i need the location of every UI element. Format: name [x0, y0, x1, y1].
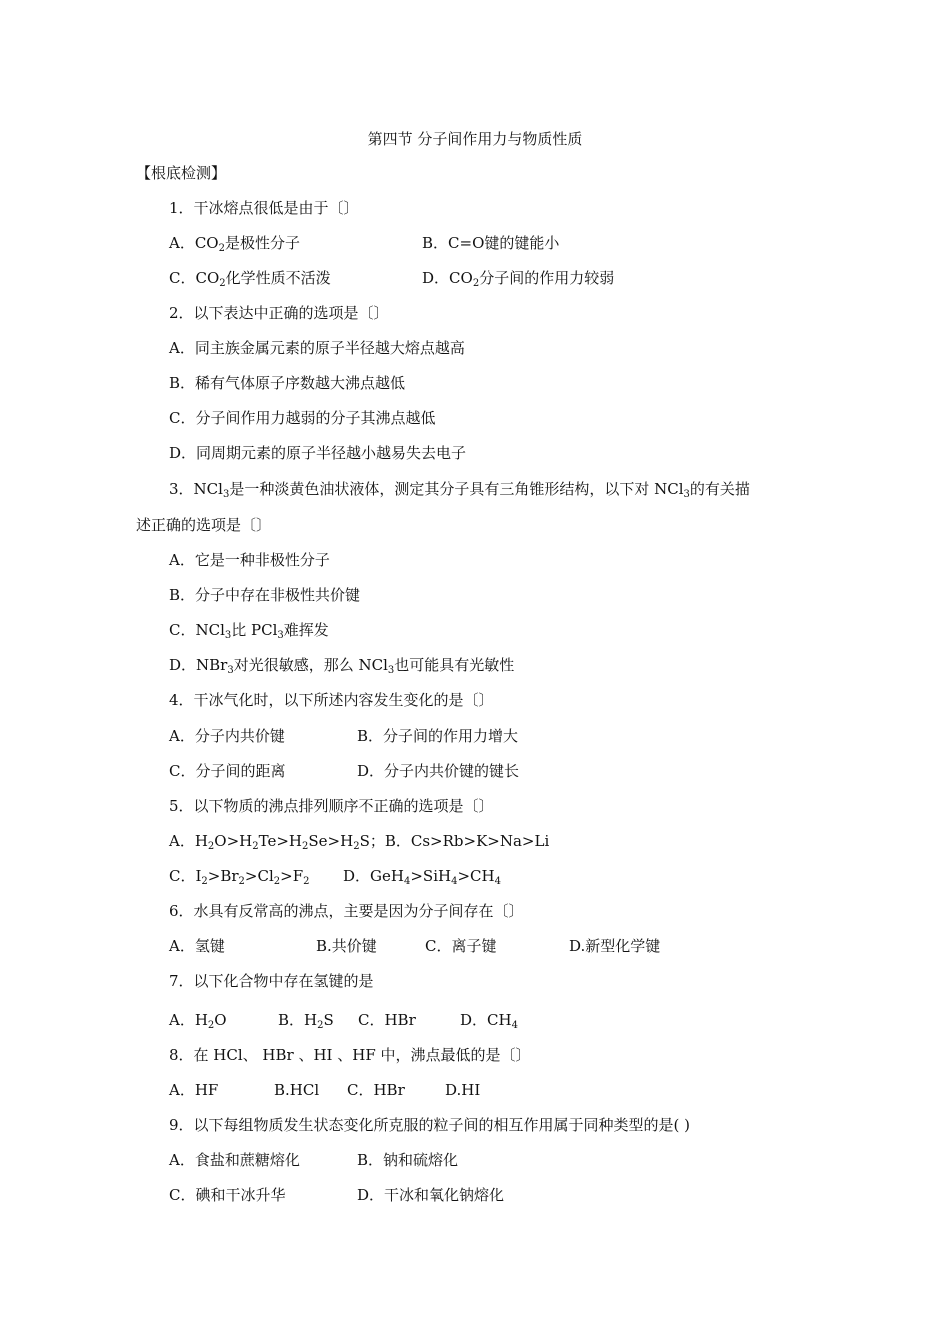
question-2-option-a: A．同主族金属元素的原子半径越大熔点越高	[169, 339, 465, 357]
question-8-option-b: B.HCl	[274, 1081, 320, 1099]
question-2-stem: 2．以下表达中正确的选项是〔〕	[169, 304, 389, 322]
section-heading: 【根底检测】	[136, 164, 227, 182]
question-4-option-c: C．分子间的距离	[169, 762, 286, 780]
question-3-option-a: A．它是一种非极性分子	[169, 551, 330, 569]
question-1-option-d: D．$CO_2$分子间的作用力较弱	[422, 269, 615, 289]
question-9-option-c: C．碘和干冰升华	[169, 1186, 286, 1204]
question-5-option-d: D．$GeH_4>SiH_4>CH_4$	[343, 867, 501, 887]
question-3-option-c: C．NCl$_3$比 PCl$_3$难挥发	[169, 621, 329, 641]
question-2-option-d: D．同周期元素的原子半径越小越易失去电子	[169, 444, 467, 462]
question-9-stem: 9．以下每组物质发生状态变化所克服的粒子间的相互作用属于同种类型的是( )	[169, 1116, 691, 1134]
question-6-option-a: A．氢键	[169, 937, 225, 955]
question-4-stem: 4．干冰气化时，以下所述内容发生变化的是〔〕	[169, 691, 494, 709]
question-5-options-ab: A．$H_2O>H_2Te>H_2Se>H_2S$；B．Cs>Rb>K>Na>Li	[169, 832, 550, 852]
question-8-option-d: D.HI	[445, 1081, 481, 1099]
question-6-option-b: B.共价键	[316, 937, 377, 955]
question-3-option-d: D．NBr$_3$对光很敏感，那么 NCl$_3$也可能具有光敏性	[169, 656, 515, 676]
question-3-stem-line-2: 述正确的选项是〔〕	[136, 516, 272, 534]
question-3-option-b: B．分子中存在非极性共价键	[169, 586, 361, 604]
question-9-option-b: B．钠和硫熔化	[357, 1151, 459, 1169]
question-9-option-d: D．干冰和氧化钠熔化	[357, 1186, 505, 1204]
question-8-option-c: C．HBr	[347, 1081, 405, 1099]
question-4-option-b: B．分子间的作用力增大	[357, 727, 519, 745]
question-1-option-a: A．$CO_2$是极性分子	[169, 234, 300, 254]
question-5-stem: 5．以下物质的沸点排列顺序不正确的选项是〔〕	[169, 797, 494, 815]
question-7-option-b: B．$H_2S$	[278, 1011, 334, 1031]
question-3-stem-line-1: 3．NCl$_3$是一种淡黄色油状液体，测定其分子具有三角锥形结构，以下对 NCl$_3$的有关描	[169, 480, 750, 500]
question-7-stem: 7．以下化合物中存在氢键的是	[169, 972, 374, 990]
question-8-option-a: A．HF	[169, 1081, 219, 1099]
question-8-stem: 8．在 HCl、 HBr 、HI 、HF 中，沸点最低的是〔〕	[169, 1046, 531, 1064]
question-6-option-d: D.新型化学键	[569, 937, 661, 955]
question-2-option-b: B．稀有气体原子序数越大沸点越低	[169, 374, 406, 392]
question-2-option-c: C．分子间作用力越弱的分子其沸点越低	[169, 409, 436, 427]
question-7-option-d: D．$CH_4$	[460, 1011, 518, 1031]
question-9-option-a: A．食盐和蔗糖熔化	[169, 1151, 300, 1169]
question-6-option-c: C．离子键	[425, 937, 497, 955]
page-title: 第四节 分子间作用力与物质性质	[367, 130, 583, 148]
question-1-option-b: B．C=O键的键能小	[422, 234, 560, 252]
question-1-option-c: C．$CO_2$化学性质不活泼	[169, 269, 331, 289]
question-5-option-c: C．$I_2>Br_2>Cl_2>F_2$	[169, 867, 310, 887]
question-4-option-a: A．分子内共价键	[169, 727, 285, 745]
question-1-stem: 1．干冰熔点很低是由于〔〕	[169, 199, 359, 217]
question-4-option-d: D．分子内共价键的键长	[357, 762, 520, 780]
question-6-stem: 6．水具有反常高的沸点，主要是因为分子间存在〔〕	[169, 902, 524, 920]
question-7-option-c: C．HBr	[358, 1011, 416, 1029]
question-7-option-a: A．$H_2O$	[169, 1011, 227, 1031]
